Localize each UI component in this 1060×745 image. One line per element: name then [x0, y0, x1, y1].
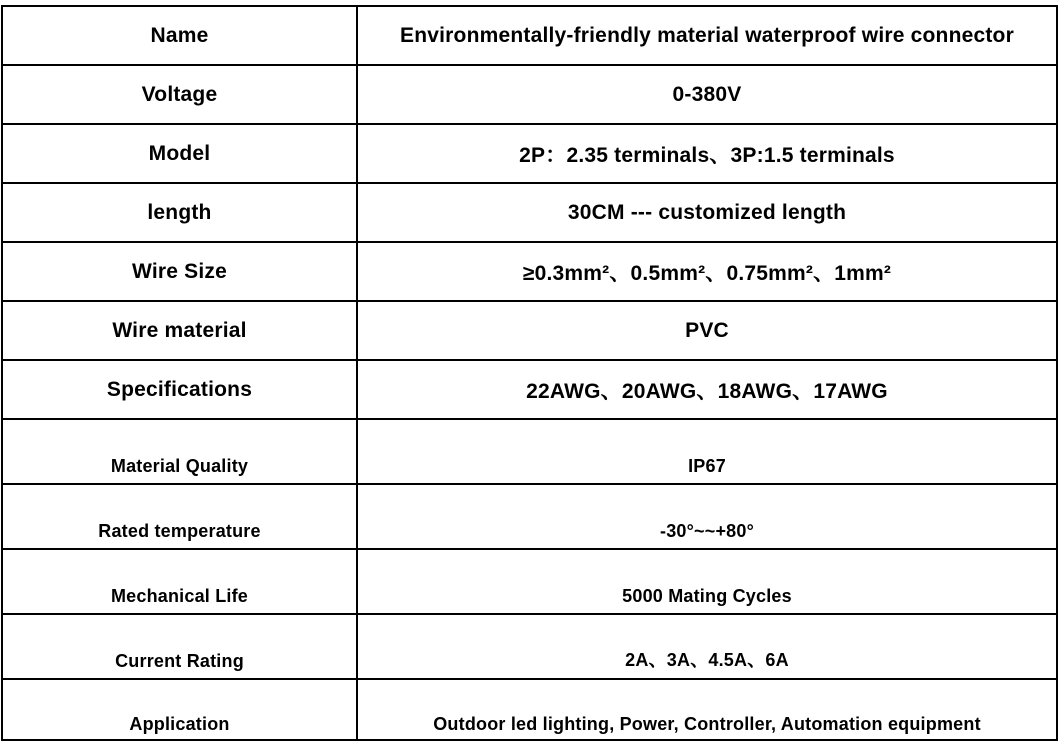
row-label: Name — [2, 6, 357, 65]
row-label: Voltage — [2, 65, 357, 124]
row-label: Rated temperature — [2, 484, 357, 549]
table-row-rated-temperature — [2, 484, 1057, 549]
table-row-material-quality — [2, 419, 1057, 484]
row-value: Environmentally-friendly material waterproof wire connector — [357, 6, 1057, 65]
table-row-wire-size — [2, 242, 1057, 301]
row-value: 22AWG、20AWG、18AWG、17AWG — [357, 360, 1057, 419]
table-row-wire-material — [2, 301, 1057, 360]
row-value: 0-380V — [357, 65, 1057, 124]
row-value: 2P：2.35 terminals、3P:1.5 terminals — [357, 124, 1057, 183]
row-label: Material Quality — [2, 419, 357, 484]
row-value: ≥0.3mm²、0.5mm²、0.75mm²、1mm² — [357, 242, 1057, 301]
row-value: IP67 — [357, 419, 1057, 484]
row-value: 30CM --- customized length — [357, 183, 1057, 242]
row-label: Application — [2, 679, 357, 740]
row-value: Outdoor led lighting, Power, Controller, Automation equipment — [357, 679, 1057, 740]
table-row-model — [2, 124, 1057, 183]
row-label: Specifications — [2, 360, 357, 419]
row-value: PVC — [357, 301, 1057, 360]
table-row-specifications — [2, 360, 1057, 419]
row-label: Wire material — [2, 301, 357, 360]
table-row-mechanical-life — [2, 549, 1057, 614]
row-label: length — [2, 183, 357, 242]
table-row-application — [2, 679, 1057, 740]
table-row-name — [2, 6, 1057, 65]
table-row-length — [2, 183, 1057, 242]
row-label: Mechanical Life — [2, 549, 357, 614]
row-label: Model — [2, 124, 357, 183]
row-value: -30°~~+80° — [357, 484, 1057, 549]
spec-table — [1, 5, 1058, 741]
row-value: 5000 Mating Cycles — [357, 549, 1057, 614]
row-value: 2A、3A、4.5A、6A — [357, 614, 1057, 679]
row-label: Wire Size — [2, 242, 357, 301]
row-label: Current Rating — [2, 614, 357, 679]
table-row-current-rating — [2, 614, 1057, 679]
table-row-voltage — [2, 65, 1057, 124]
